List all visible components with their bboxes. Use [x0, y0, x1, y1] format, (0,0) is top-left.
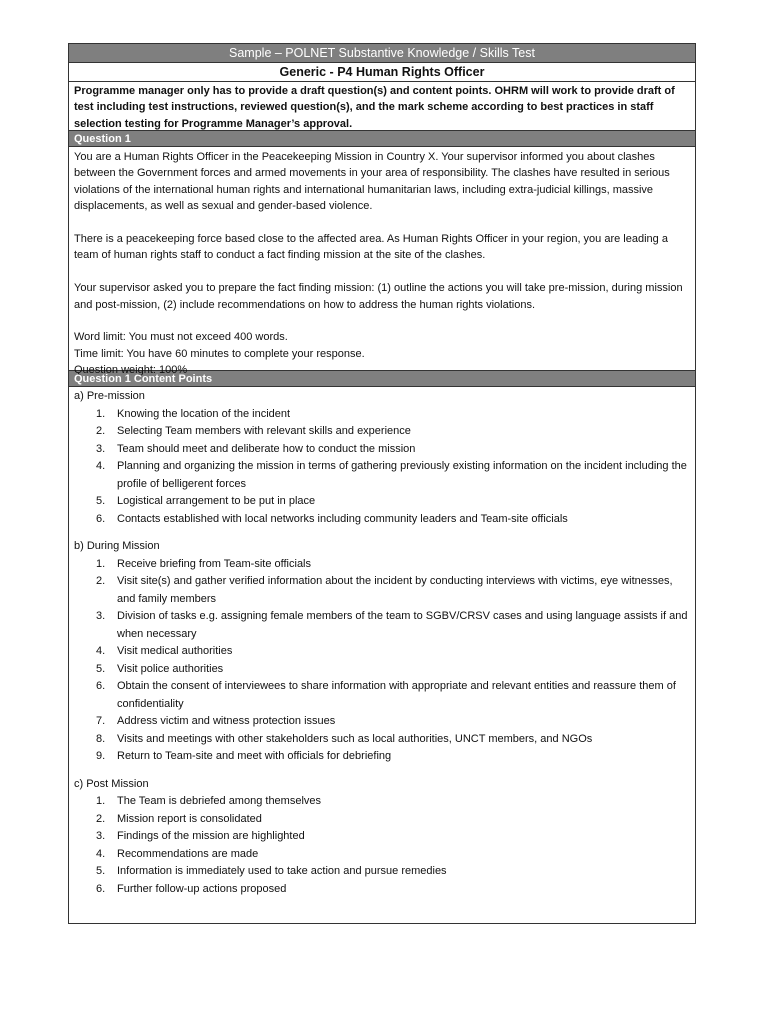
list-item: [74, 661, 691, 679]
list-item: [74, 406, 691, 424]
question-paragraph-1: You are a Human Rights Officer in the Peacekeeping Mission in Country X. Your supervisor informed you about clashes between the Government forces and armed movements in your area of responsibility. The clashes have resulted in serious violations of the international human rights and international humanitarian laws, including extra-judicial killings, massive displacements, as well as sexual and gender-based violence.: [74, 151, 670, 213]
list-item-text: Logistical arrangement to be put in place: [117, 495, 316, 507]
question-1-heading: Question 1: [69, 131, 695, 147]
list-item-number: 5.: [96, 495, 106, 507]
list-item: [74, 493, 691, 511]
list-item-text: Selecting Team members with relevant skills and experience: [117, 425, 411, 437]
list-item-text: Address victim and witness protection issues: [117, 715, 336, 727]
question-1-body: [69, 147, 695, 371]
list-item-number: 3.: [96, 442, 106, 455]
list-item-number: 6.: [96, 882, 106, 895]
list-item-text: Division of tasks e.g. assigning female members of the team to SGBV/CRSV cases and using language assists if and when necessary: [117, 610, 688, 640]
spacer: [74, 766, 691, 776]
during-mission-title: b) During Mission: [74, 540, 160, 552]
post-mission-title: c) Post Mission: [74, 777, 149, 790]
list-item-number: 4.: [96, 645, 106, 657]
list-item-text: Findings of the mission are highlighted: [117, 830, 305, 842]
list-item-number: 7.: [96, 715, 106, 727]
list-item-text: Knowing the location of the incident: [117, 407, 291, 420]
instructions-note: Programme manager only has to provide a draft question(s) and content points. OHRM will work to provide draft of test including test instructions, reviewed question(s), and the mark scheme according to best practices in staff selection testing for Programme Manager’s approval.: [69, 82, 695, 131]
content-points-heading: Question 1 Content Points: [69, 371, 695, 387]
word-limit: Word limit: You must not exceed 400 words.: [74, 331, 288, 344]
list-item-number: 9.: [96, 750, 106, 762]
post-mission-list: [74, 793, 691, 898]
list-item-text: Visit site(s) and gather verified information about the incident by conducting interviews with victims, eye witnesses, and family members: [117, 575, 673, 605]
list-item: [74, 643, 691, 661]
spacer: [74, 264, 691, 280]
list-item-number: 1.: [96, 795, 106, 807]
list-item-text: Visits and meetings with other stakeholders such as local authorities, UNCT members, and NGOs: [117, 732, 593, 745]
spacer: [74, 215, 691, 231]
list-item-number: 5.: [96, 865, 106, 877]
list-item: [74, 713, 691, 731]
list-item-text: Obtain the consent of interviewees to share information with appropriate and relevant entities and reassure them of confidentiality: [117, 680, 676, 710]
list-item: [74, 846, 691, 864]
list-item-text: Receive briefing from Team-site officials: [117, 557, 312, 570]
list-item-number: 3.: [96, 610, 106, 622]
list-item: [74, 423, 691, 441]
list-item-number: 5.: [96, 662, 106, 675]
list-item-text: Mission report is consolidated: [117, 812, 262, 825]
list-item: [74, 793, 691, 811]
list-item: [74, 556, 691, 574]
list-item: [74, 458, 691, 493]
list-item-number: 4.: [96, 847, 106, 860]
list-item: [74, 511, 691, 529]
list-item: [74, 811, 691, 829]
list-item-text: Contacts established with local networks including community leaders and Team-site officials: [117, 512, 568, 525]
list-item-number: 2.: [96, 425, 106, 437]
time-limit: Time limit: You have 60 minutes to complete your response.: [74, 347, 365, 360]
list-item-number: 2.: [96, 812, 106, 825]
list-item: [74, 573, 691, 608]
list-item-text: Recommendations are made: [117, 847, 259, 860]
list-item: [74, 828, 691, 846]
list-item-text: Team should meet and deliberate how to conduct the mission: [117, 442, 416, 455]
spacer: [74, 313, 691, 329]
list-item-number: 8.: [96, 732, 106, 745]
list-item-number: 1.: [96, 557, 106, 570]
content-points-body: [69, 387, 695, 923]
list-item-text: Planning and organizing the mission in terms of gathering previously existing information on the incident including the profile of belligerent forces: [117, 460, 687, 490]
test-document-table: [68, 43, 696, 924]
list-item: [74, 441, 691, 459]
spacer: [74, 528, 691, 538]
list-item-number: 1.: [96, 407, 106, 420]
list-item: [74, 731, 691, 749]
list-item-text: Information is immediately used to take action and pursue remedies: [117, 865, 447, 877]
list-item-text: Visit police authorities: [117, 662, 224, 675]
document-title: Sample – POLNET Substantive Knowledge / Skills Test: [69, 44, 695, 63]
list-item: [74, 678, 691, 713]
list-item-number: 6.: [96, 680, 106, 692]
list-item: [74, 748, 691, 766]
list-item-number: 2.: [96, 575, 106, 587]
list-item: [74, 863, 691, 881]
question-paragraph-3: Your supervisor asked you to prepare the fact finding mission: (1) outline the actions you will take pre-mission, during mission and post-mission, (2) include recommendations on how to address the human rights violations.: [74, 282, 683, 311]
question-paragraph-2: There is a peacekeeping force based close to the affected area. As Human Rights Officer in your region, you are leading a team of human rights staff to conduct a fact finding mission at the site of the clashes.: [74, 233, 668, 262]
pre-mission-title: a) Pre-mission: [74, 390, 145, 402]
during-mission-list: [74, 556, 691, 766]
list-item: [74, 881, 691, 899]
list-item-text: Further follow-up actions proposed: [117, 882, 287, 895]
pre-mission-list: [74, 406, 691, 529]
list-item: [74, 608, 691, 643]
document-subtitle: Generic - P4 Human Rights Officer: [69, 63, 695, 82]
list-item-number: 4.: [96, 460, 106, 472]
list-item-number: 6.: [96, 512, 106, 525]
list-item-number: 3.: [96, 830, 106, 842]
list-item-text: Visit medical authorities: [117, 645, 233, 657]
list-item-text: Return to Team-site and meet with officials for debriefing: [117, 750, 392, 762]
list-item-text: The Team is debriefed among themselves: [117, 795, 322, 807]
